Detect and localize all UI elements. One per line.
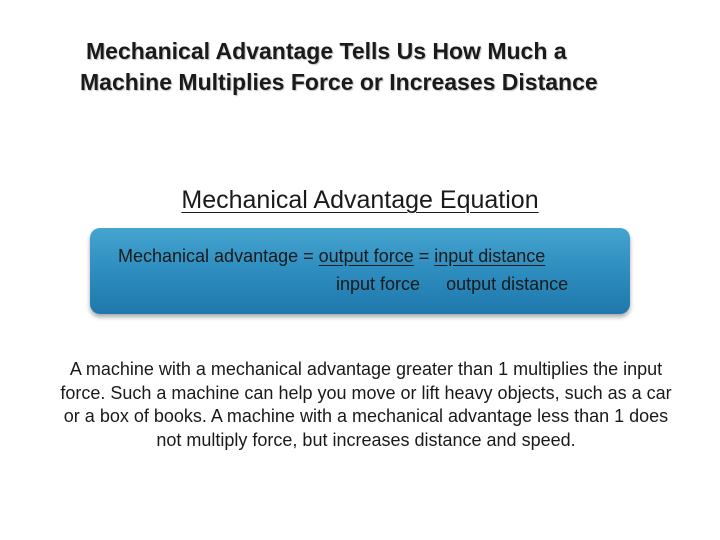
numerator-input-distance: input distance — [434, 246, 546, 266]
title-line-2: Machine Multiplies Force or Increases Distance — [80, 69, 598, 95]
equals-sign-2: = — [413, 246, 435, 266]
numerator-output-force: output force — [318, 246, 414, 266]
equation-heading-text: Mechanical Advantage Equation — [181, 186, 539, 214]
equation-numerator-row — [118, 245, 545, 267]
equation-heading — [0, 184, 720, 216]
slide-title — [60, 36, 700, 98]
equation-lhs: Mechanical advantage — [118, 246, 299, 266]
explanation-paragraph: A machine with a mechanical advantage greater than 1 multiplies the input force. Such a machine can help you move or lift heavy objects, such as a car or a box of books. A machine with a mechanical advantage less than 1 does not multiply force, but increases distance and speed. — [60, 359, 672, 450]
denominator-output-distance: output distance — [446, 274, 569, 294]
equals-sign-1: = — [298, 246, 319, 266]
denominator-input-force: input force — [336, 274, 421, 294]
equation-box — [90, 228, 630, 314]
equation-denominator-row — [336, 273, 568, 295]
title-line-1: Mechanical Advantage Tells Us How Much a — [86, 38, 567, 64]
